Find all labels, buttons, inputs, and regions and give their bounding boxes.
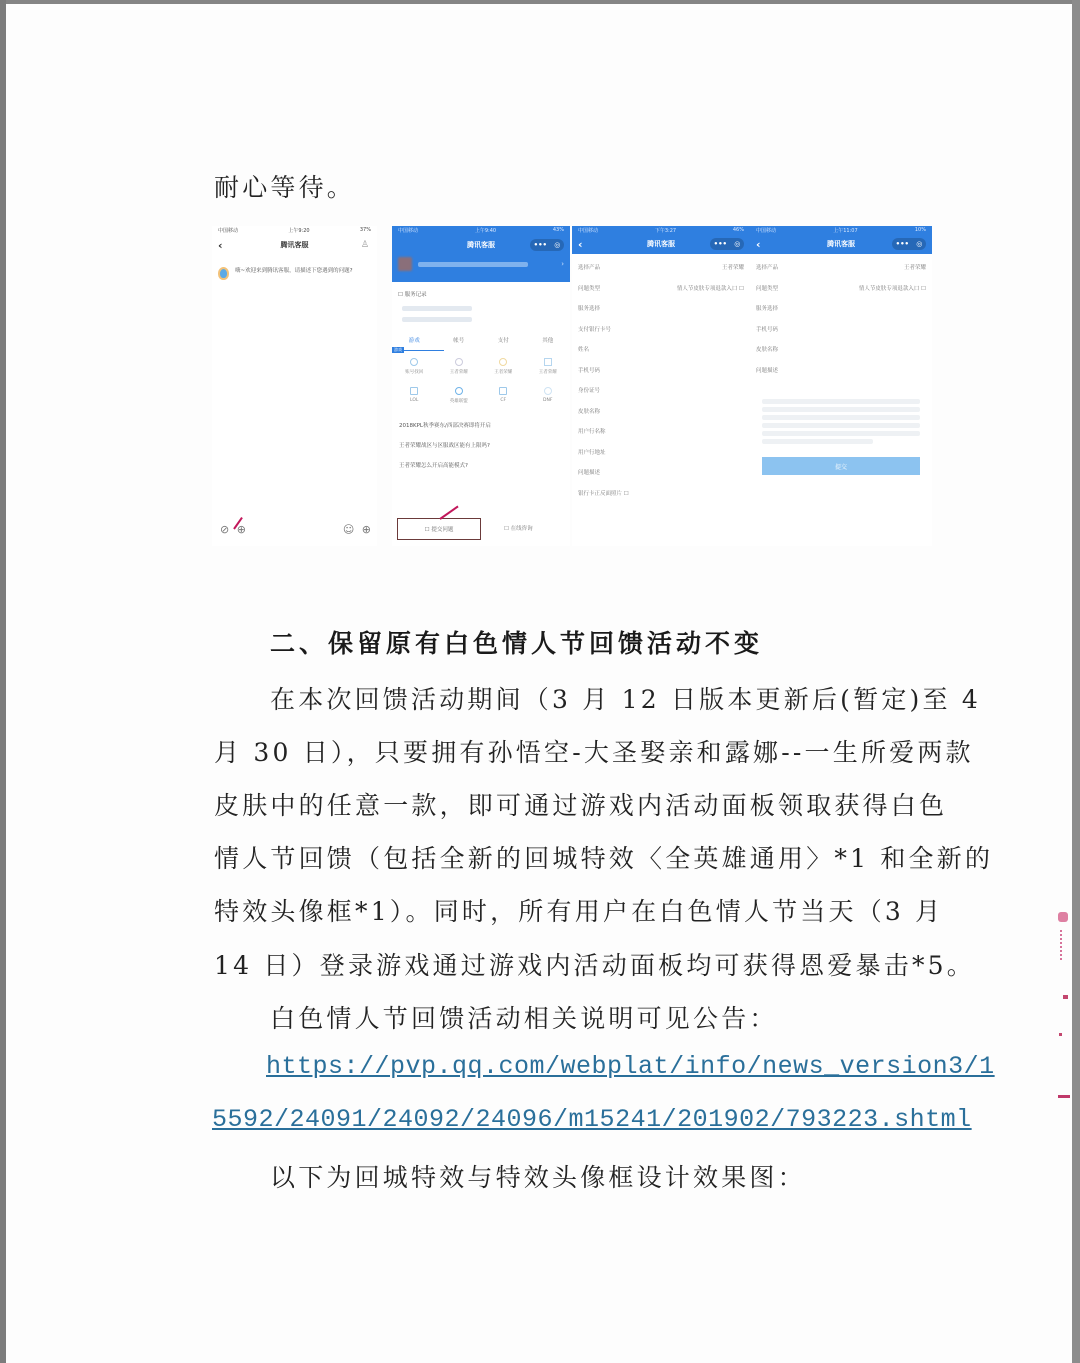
record-blurred	[402, 306, 472, 311]
form-row[interactable]	[750, 257, 932, 278]
description-textarea[interactable]	[762, 392, 920, 451]
battery-label: 10%	[914, 227, 926, 233]
form-fields	[572, 254, 750, 503]
close-icon[interactable]: ◎	[554, 241, 561, 249]
record-blurred	[402, 317, 472, 322]
header-panel	[750, 226, 932, 254]
form-row[interactable]	[572, 462, 750, 483]
field-label: 问题类型	[578, 285, 601, 292]
game-icon[interactable]	[526, 387, 571, 395]
seal-mark	[1059, 1033, 1062, 1036]
customer-service-screenshots	[212, 226, 932, 546]
game-label: LOL	[410, 398, 419, 403]
seal-mark	[1058, 912, 1068, 922]
more-icon[interactable]: •••	[533, 241, 548, 249]
field-label: 问题描述	[756, 367, 779, 374]
field-label: 皮肤名称	[756, 347, 779, 354]
form-row[interactable]	[572, 319, 750, 340]
tab-account[interactable]: 帐号	[453, 338, 465, 344]
nav-title: 腾讯客服	[827, 240, 855, 248]
category-tabs	[392, 336, 570, 344]
form-row[interactable]	[750, 360, 932, 381]
form-fields	[750, 254, 932, 380]
nav-bar	[392, 235, 570, 255]
field-label: 选择产品	[756, 265, 779, 272]
time-label: 上午11:07	[833, 228, 858, 234]
field-value: 情人节皮肤专项退款入口 ☐	[858, 285, 926, 292]
field-label: 姓名	[578, 347, 590, 354]
nav-title: 腾讯客服	[647, 240, 675, 248]
nav-bar	[212, 235, 377, 255]
field-label: 手机号码	[578, 367, 601, 374]
game-label: 英雄联盟	[449, 399, 468, 404]
carrier-label: 中国移动	[756, 228, 777, 234]
game-icon[interactable]	[392, 387, 437, 395]
emoji-icon[interactable]: ☺	[342, 523, 357, 536]
bot-message	[212, 255, 377, 280]
tab-games[interactable]: 游戏	[408, 338, 420, 344]
game-labels-row-1	[392, 369, 570, 375]
back-icon[interactable]: ‹	[756, 237, 761, 251]
form-row[interactable]	[750, 298, 932, 319]
field-label: 选择产品	[578, 265, 601, 272]
seal-mark	[1058, 1088, 1070, 1098]
nav-title: 腾讯客服	[467, 241, 495, 249]
paragraph-line: 情人节回馈（包括全新的回城特效〈全英雄通用〉*1 和全新的	[214, 844, 994, 873]
category-tag: 游戏	[394, 347, 402, 352]
phone-submit-screen	[750, 226, 932, 546]
game-label: 账号找回	[405, 370, 424, 375]
more-icon[interactable]: •••	[895, 240, 910, 248]
form-row[interactable]	[572, 483, 750, 504]
game-icon[interactable]	[392, 358, 437, 366]
status-bar	[750, 226, 932, 235]
field-value: 王者荣耀	[721, 265, 744, 272]
field-label: 用户行地址	[578, 449, 606, 456]
service-records-label[interactable]: ☐ 服务记录	[398, 292, 427, 298]
time-label: 上午9:40	[474, 228, 497, 234]
form-row[interactable]	[572, 442, 750, 463]
form-row[interactable]	[572, 360, 750, 381]
game-icon[interactable]	[481, 358, 526, 366]
form-row[interactable]	[572, 421, 750, 442]
game-labels-row-2	[392, 398, 570, 404]
time-label: 上午9:20	[288, 228, 310, 234]
paragraph-line: 皮肤中的任意一款，即可通过游戏内活动面板领取获得白色	[214, 791, 948, 820]
paragraph-line: 14 日）登录游戏通过游戏内活动面板均可获得恩爱暴击*5。	[214, 951, 975, 980]
bottom-right-tools	[343, 523, 373, 536]
game-icons-row-2	[392, 387, 570, 395]
game-icon[interactable]	[526, 358, 571, 366]
nav-bar	[572, 235, 750, 253]
paragraph-line: 月 30 日），只要拥有孙悟空-大圣娶亲和露娜--一生所爱两款	[214, 738, 974, 767]
game-label: 王者荣耀	[449, 370, 468, 375]
battery-label: 37%	[359, 227, 371, 233]
divider	[404, 350, 444, 351]
field-label: 皮肤名称	[578, 408, 601, 415]
faq-item[interactable]: 王者荣耀怎么开启高能模式?	[399, 463, 468, 469]
game-icon[interactable]	[437, 358, 482, 366]
carrier-label: 中国移动	[578, 228, 599, 234]
paragraph-line: 在本次回馈活动期间（3 月 12 日版本更新后(暂定)至 4	[270, 685, 981, 714]
game-label: CF	[500, 398, 507, 403]
field-label: 服务选择	[756, 306, 779, 313]
form-row[interactable]	[750, 278, 932, 299]
switch-icon[interactable]: ⊕	[236, 523, 248, 536]
tab-indicator	[392, 347, 570, 353]
bot-message-text: 嗨~欢迎来到腾讯客服，请描述下您遇到的问题?	[235, 268, 353, 274]
close-icon[interactable]: ◎	[734, 240, 741, 248]
carrier-label: 中国移动	[398, 228, 419, 234]
online-consult-button[interactable]: ☐ 在线咨询	[504, 526, 533, 532]
carrier-label: 中国移动	[218, 228, 239, 234]
paragraph-line: 特效头像框*1）。同时，所有用户在白色情人节当天（3 月	[214, 897, 944, 926]
user-profile-row[interactable]	[392, 255, 570, 273]
capsule-menu[interactable]	[892, 238, 926, 250]
announcement-link[interactable]: https://pvp.qq.com/webplat/info/news_version3/1	[266, 1052, 995, 1081]
tab-other[interactable]: 其他	[542, 338, 554, 344]
more-icon[interactable]: •••	[713, 240, 728, 248]
faq-list	[392, 416, 570, 476]
capsule-menu[interactable]	[710, 238, 744, 250]
field-label: 用户行名称	[578, 429, 606, 436]
field-value: 情人节皮肤专项退款入口 ☐	[676, 285, 744, 292]
username-blurred	[418, 262, 528, 267]
time-label: 下午3:27	[654, 228, 677, 234]
nav-title: 腾讯客服	[280, 241, 309, 249]
field-label: 支付银行卡号	[578, 326, 612, 333]
form-row[interactable]	[572, 257, 750, 278]
plus-icon[interactable]: ⊕	[361, 523, 373, 536]
form-row[interactable]	[572, 298, 750, 319]
faq-item[interactable]: 2018KPL秋季赛东/西部决赛即将开启	[399, 423, 491, 429]
announcement-link-continued[interactable]: 5592/24091/24092/24096/m15241/201902/793223.shtml	[212, 1105, 972, 1134]
chevron-right-icon: ›	[561, 260, 564, 268]
faq-item[interactable]: 王者荣耀战区与区服战区能有上限吗?	[399, 443, 490, 449]
form-row[interactable]	[572, 278, 750, 299]
closing-line: 以下为回城特效与特效头像框设计效果图：	[270, 1163, 806, 1192]
field-label: 问题类型	[756, 285, 779, 292]
header-panel	[392, 226, 570, 282]
phone-home-screen	[392, 226, 570, 546]
voice-icon[interactable]: ⊘	[220, 523, 232, 536]
intro-line: 耐心等待。	[214, 173, 356, 202]
back-icon[interactable]: ‹	[218, 238, 223, 252]
game-icon[interactable]	[437, 387, 482, 395]
viewer-frame-right	[1072, 0, 1080, 1363]
status-bar	[212, 226, 377, 235]
form-row[interactable]	[572, 380, 750, 401]
form-row[interactable]	[572, 339, 750, 360]
battery-label: 43%	[552, 227, 564, 233]
field-label: 手机号码	[756, 326, 779, 333]
field-label: 服务选择	[578, 306, 601, 313]
avatar	[398, 257, 412, 271]
phone-form-screen	[572, 226, 750, 546]
form-row[interactable]	[750, 339, 932, 360]
field-label: 问题描述	[578, 470, 601, 477]
game-icon[interactable]	[481, 387, 526, 395]
section-heading: 二、保留原有白色情人节回馈活动不变	[270, 629, 764, 658]
tab-payment[interactable]: 支付	[497, 338, 509, 344]
form-row[interactable]	[572, 401, 750, 422]
game-label: 王者荣耀	[538, 370, 557, 375]
nav-bar	[750, 235, 932, 253]
header-panel	[572, 226, 750, 254]
seal-mark	[1060, 930, 1064, 960]
phone-chat-screen	[212, 226, 377, 546]
submit-button[interactable]: 提交	[762, 457, 920, 475]
seal-mark	[1063, 995, 1068, 999]
form-row[interactable]	[750, 319, 932, 340]
field-label: 银行卡正反面照片 ☐	[578, 490, 629, 497]
user-icon[interactable]: ♙	[360, 240, 369, 250]
submit-question-button[interactable]: ☐ 提交问题	[397, 518, 481, 540]
capsule-menu[interactable]	[530, 239, 564, 251]
game-icons-row-1	[392, 358, 570, 366]
status-bar	[572, 226, 750, 235]
field-label: 身份证号	[578, 388, 601, 395]
field-value: 王者荣耀	[903, 265, 926, 272]
status-bar	[392, 226, 570, 235]
battery-label: 46%	[732, 227, 744, 233]
notice-line: 白色情人节回馈活动相关说明可见公告：	[270, 1004, 778, 1033]
game-label: DNF	[543, 398, 553, 403]
back-icon[interactable]: ‹	[578, 237, 583, 251]
bot-avatar-icon	[218, 267, 229, 280]
game-label: 王者荣耀	[494, 370, 513, 375]
close-icon[interactable]: ◎	[916, 240, 923, 248]
